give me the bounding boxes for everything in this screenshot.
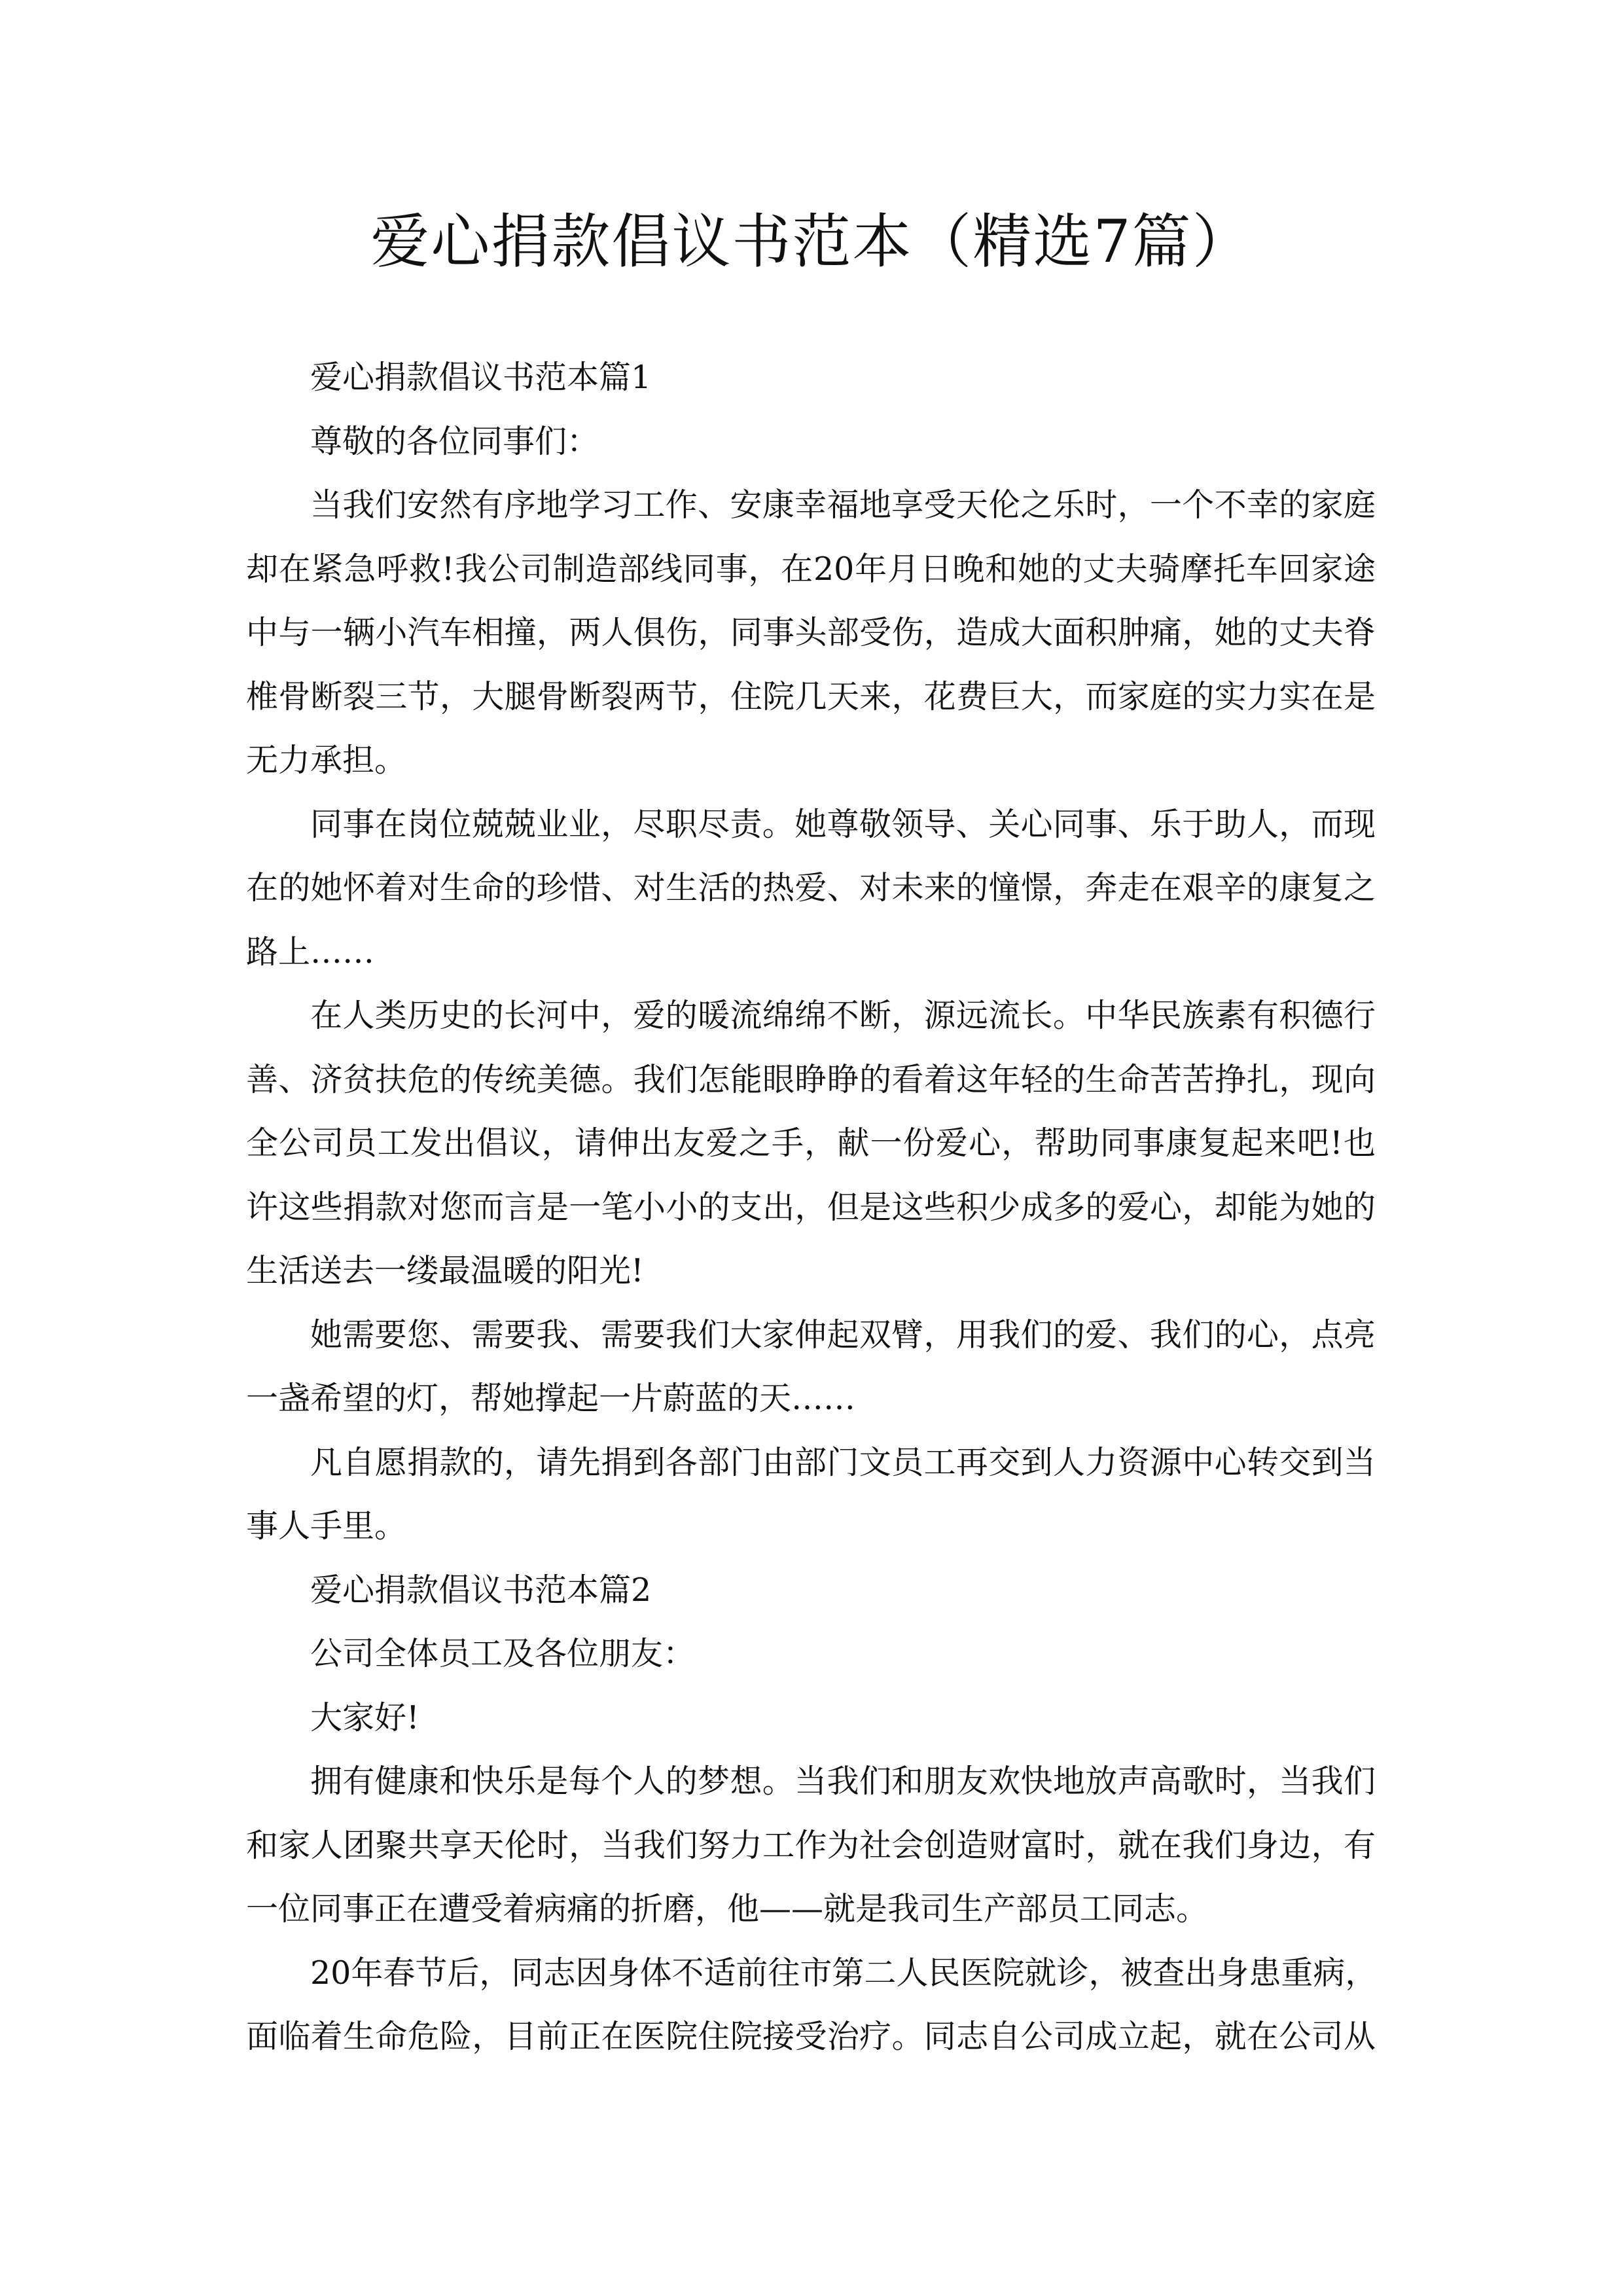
text-line: 爱心捐款倡议书范本篇2 bbox=[310, 1571, 652, 1609]
paragraph bbox=[246, 473, 1376, 793]
paragraph bbox=[246, 793, 1376, 984]
document-body bbox=[246, 346, 1376, 2069]
text-line: 凡自愿捐款的，请先捐到各部门由部门文员工再交到人力资源中心转交到当 bbox=[310, 1443, 1376, 1481]
paragraph bbox=[246, 1622, 1376, 1686]
text-line: 椎骨断裂三节，大腿骨断裂两节，住院几天来，花费巨大，而家庭的实力实在是 bbox=[246, 677, 1376, 715]
text-line: 无力承担。 bbox=[246, 742, 407, 779]
paragraph bbox=[246, 1303, 1376, 1431]
text-line: 事人手里。 bbox=[246, 1507, 407, 1545]
text-line: 全公司员工发出倡议，请伸出友爱之手，献一份爱心，帮助同事康复起来吧!也 bbox=[246, 1124, 1376, 1162]
text-line: 一位同事正在遭受着病痛的折磨，他——就是我司生产部员工同志。 bbox=[246, 1890, 1209, 1928]
paragraph bbox=[246, 1749, 1376, 1941]
text-line: 尊敬的各位同事们： bbox=[310, 422, 599, 460]
text-line: 许这些捐款对您而言是一笔小小的支出，但是这些积少成多的爱心，却能为她的 bbox=[246, 1188, 1376, 1226]
paragraph bbox=[246, 410, 1376, 474]
text-line: 公司全体员工及各位朋友： bbox=[310, 1635, 696, 1672]
paragraph bbox=[246, 1431, 1376, 1558]
paragraph bbox=[246, 346, 1376, 410]
text-line: 在人类历史的长河中，爱的暖流绵绵不断，源远流长。中华民族素有积德行 bbox=[310, 997, 1376, 1034]
text-line: 和家人团聚共享天伦时，当我们努力工作为社会创造财富时，就在我们身边，有 bbox=[246, 1826, 1376, 1864]
text-line: 一盏希望的灯，帮她撑起一片蔚蓝的天…… bbox=[246, 1380, 856, 1417]
text-line: 善、济贫扶危的传统美德。我们怎能眼睁睁的看着这年轻的生命苦苦挣扎，现向 bbox=[246, 1060, 1376, 1098]
text-line: 同事在岗位兢兢业业，尽职尽责。她尊敬领导、关心同事、乐于助人，而现 bbox=[310, 805, 1376, 843]
document-title: 爱心捐款倡议书范本（精选7篇） bbox=[370, 207, 1253, 276]
text-line: 面临着生命危险，目前正在医院住院接受治疗。同志自公司成立起，就在公司从 bbox=[246, 2018, 1376, 2055]
text-line: 20年春节后，同志因身体不适前往市第二人民医院就诊，被查出身患重病， bbox=[310, 1954, 1378, 1992]
text-line: 爱心捐款倡议书范本篇1 bbox=[310, 359, 652, 396]
text-line: 在的她怀着对生命的珍惜、对生活的热爱、对未来的憧憬，奔走在艰辛的康复之 bbox=[246, 869, 1376, 906]
text-line: 中与一辆小汽车相撞，两人俱伤，同事头部受伤，造成大面积肿痛，她的丈夫脊 bbox=[246, 614, 1376, 651]
text-line: 大家好! bbox=[310, 1698, 419, 1736]
paragraph bbox=[246, 1941, 1376, 2069]
text-line: 却在紧急呼救!我公司制造部线同事，在20年月日晚和她的丈夫骑摩托车回家途 bbox=[246, 550, 1376, 588]
paragraph bbox=[246, 984, 1376, 1303]
paragraph bbox=[246, 1558, 1376, 1623]
text-line: 路上…… bbox=[246, 933, 375, 971]
text-line: 生活送去一缕最温暖的阳光! bbox=[246, 1252, 644, 1289]
text-line: 拥有健康和快乐是每个人的梦想。当我们和朋友欢快地放声高歌时，当我们 bbox=[310, 1763, 1376, 1800]
text-line: 当我们安然有序地学习工作、安康幸福地享受天伦之乐时，一个不幸的家庭 bbox=[310, 486, 1376, 524]
paragraph bbox=[246, 1686, 1376, 1750]
text-line: 她需要您、需要我、需要我们大家伸起双臂，用我们的爱、我们的心，点亮 bbox=[310, 1316, 1376, 1354]
